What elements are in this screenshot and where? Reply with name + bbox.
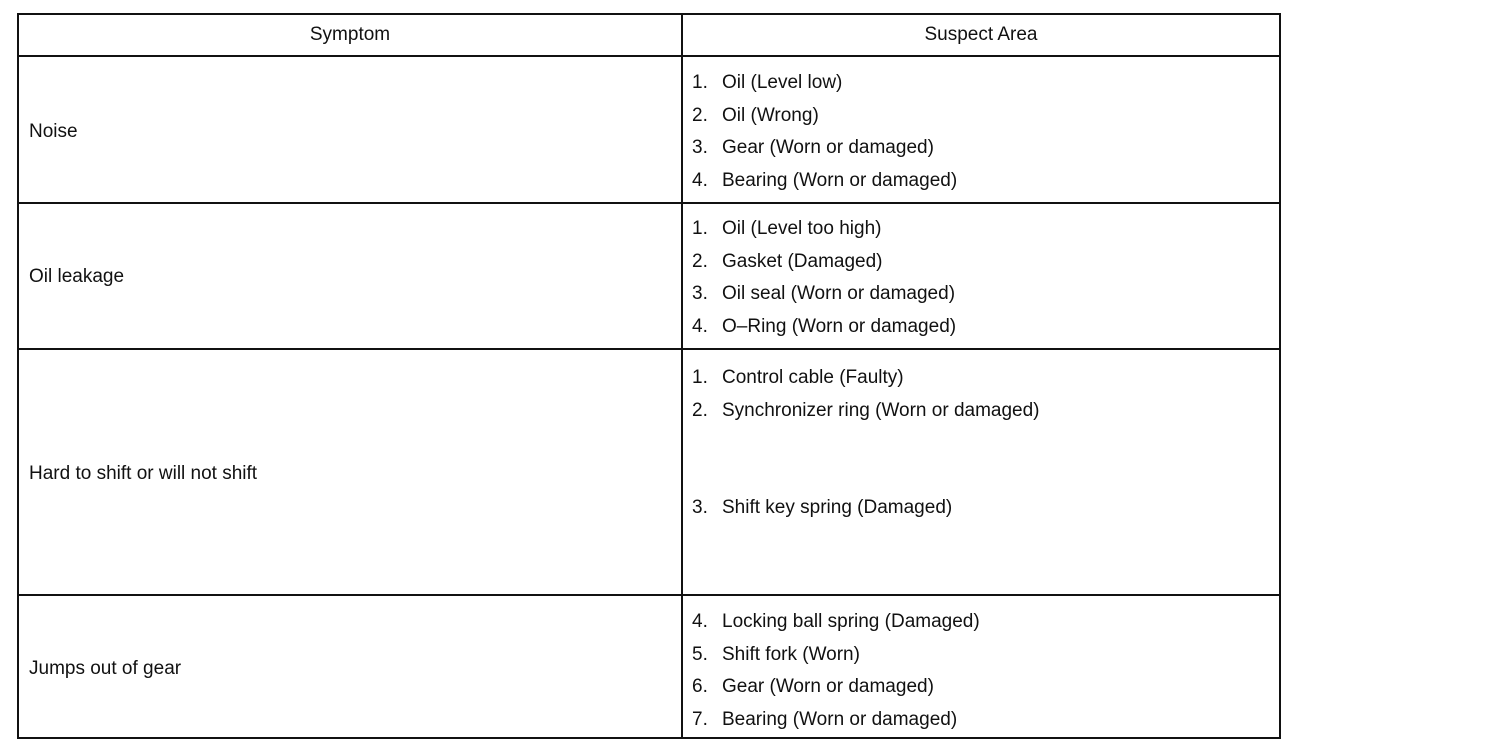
symptom-cell: Oil leakage [29,266,125,287]
header-symptom: Symptom [309,24,391,45]
suspect-area-list [692,213,956,343]
list-item: 1. Oil (Level too high) [692,218,882,239]
suspect-area-list [692,67,957,197]
symptom-cell: Hard to shift or will not shift [29,463,258,484]
list-item: 4. Locking ball spring (Damaged) [692,611,980,632]
list-item: 1. Oil (Level low) [692,72,843,93]
table-header-row [19,15,1279,57]
list-item: 5. Shift fork (Worn) [692,643,860,665]
table-row-noise [19,57,1279,204]
list-item: 3. Gear (Worn or damaged) [692,137,934,159]
table-row-jumps-out-of-gear [19,596,1279,737]
list-item: 4. O–Ring (Worn or damaged) [692,315,957,337]
header-suspect-area: Suspect Area [924,24,1038,45]
suspect-area-list [692,362,1040,525]
list-item: 2. Oil (Wrong) [692,104,819,126]
list-item: 6. Gear (Worn or damaged) [692,676,934,698]
table-row-hard-to-shift [19,350,1279,596]
table-row-oil-leakage [19,204,1279,350]
symptom-cell: Noise [29,121,78,142]
symptom-cell: Jumps out of gear [29,658,182,679]
list-item: 2. Synchronizer ring (Worn or damaged) [692,399,1040,421]
list-item: 4. Bearing (Worn or damaged) [692,169,958,191]
troubleshooting-table [17,13,1281,739]
suspect-area-list [692,606,980,736]
list-item: 3. Oil seal (Worn or damaged) [692,283,956,305]
list-item: 3. Shift key spring (Damaged) [692,497,953,519]
list-item: 7. Bearing (Worn or damaged) [692,708,958,730]
list-item: 2. Gasket (Damaged) [692,250,883,272]
list-item: 1. Control cable (Faulty) [692,367,904,388]
